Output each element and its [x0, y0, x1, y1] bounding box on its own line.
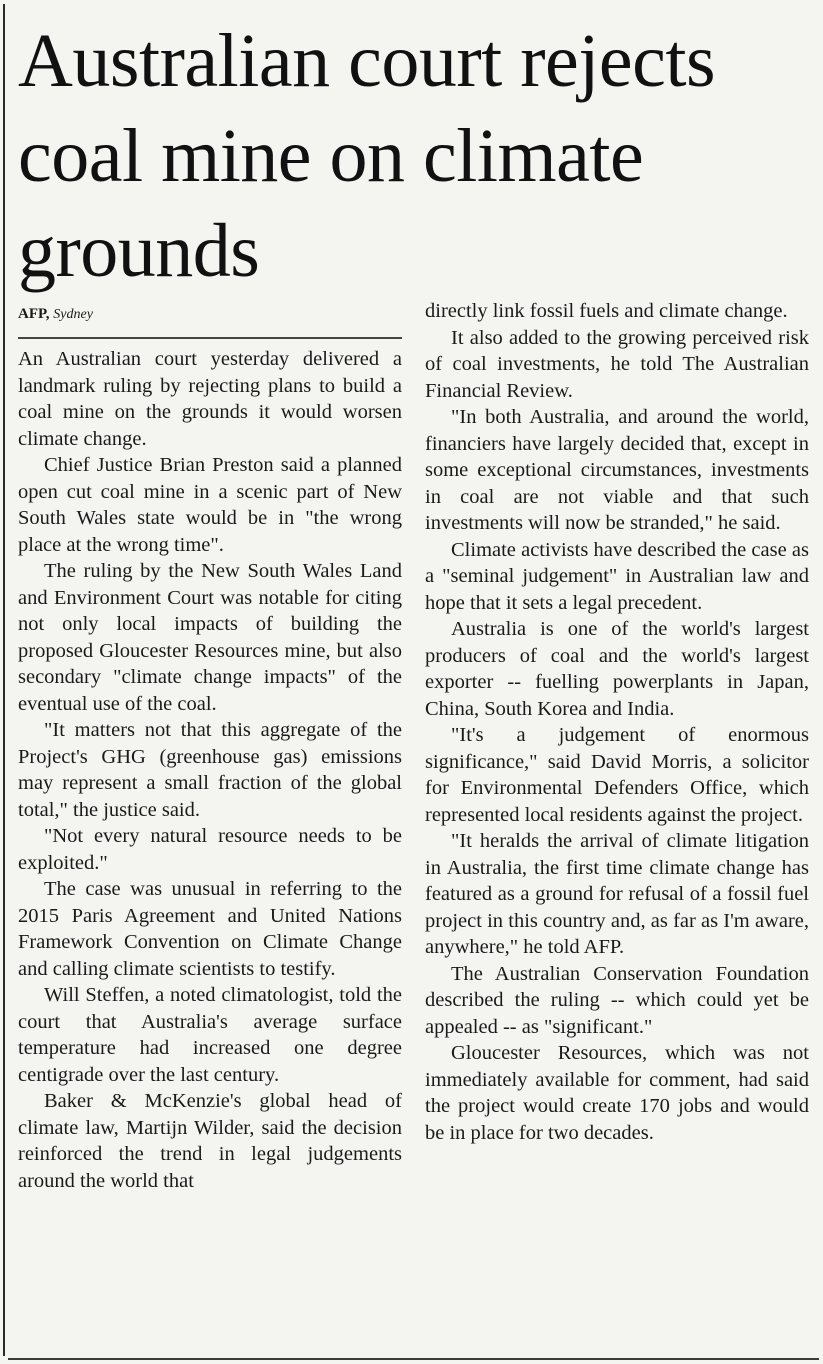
paragraph: Climate activists have described the case as a "seminal judgement" in Australian law and hope that it sets a legal precedent.: [425, 538, 809, 614]
paragraph: "It heralds the arrival of climate litigation in Australia, the first time climate change has featured as a ground for refusal of a fossil fuel project in this country and, as far as I'm aware, anywhere," he told AFP.: [425, 830, 809, 958]
byline-location: Sydney: [53, 307, 93, 322]
paragraph: The case was unusual in referring to the 2015 Paris Agreement and United Nations Framework Convention on Climate Change and calling climate scientists to testify.: [18, 878, 402, 980]
article-column-left: [18, 346, 402, 1194]
paragraph: "In both Australia, and around the world, financiers have largely decided that, except in some exceptional circumstances, investments in coal are not viable and that such investments will now be stranded," he said.: [425, 406, 809, 534]
paragraph: Gloucester Resources, which was not immediately available for comment, had said the project would create 170 jobs and would be in place for two decades.: [425, 1042, 809, 1144]
article-column-right: [425, 298, 809, 1146]
paragraph: Baker & McKenzie's global head of climate law, Martijn Wilder, said the decision reinforced the trend in legal judgements around the world that: [18, 1090, 402, 1192]
paragraph-continued: directly link fossil fuels and climate change.: [425, 300, 788, 322]
byline-agency: AFP,: [18, 306, 50, 322]
byline: [18, 304, 403, 325]
paragraph: It also added to the growing perceived risk of coal investments, he told The Australian Financial Review.: [425, 326, 809, 402]
paragraph: Will Steffen, a noted climatologist, told the court that Australia's average surface temperature had increased one degree centigrade over the last century.: [18, 984, 402, 1086]
paragraph: Chief Justice Brian Preston said a planned open cut coal mine in a scenic part of New South Wales state would be in "the wrong place at the wrong time".: [18, 454, 402, 556]
headline: Australian court rejects coal mine on climate grounds: [18, 19, 716, 293]
paragraph: "Not every natural resource needs to be exploited.": [18, 825, 402, 874]
paragraph: "It's a judgement of enormous significance," said David Morris, a solicitor for Environmental Defenders Office, which represented local residents against the project.: [425, 724, 809, 826]
byline-divider: [18, 337, 402, 339]
paragraph: The ruling by the New South Wales Land and Environment Court was notable for citing not only local impacts of building the proposed Gloucester Resources mine, but also secondary "climate change impacts" of the eventual use of the coal.: [18, 560, 402, 715]
paragraph: Australia is one of the world's largest producers of coal and the world's largest exporter -- fuelling powerplants in Japan, China, South Korea and India.: [425, 618, 809, 720]
bottom-divider: [8, 1358, 819, 1360]
paragraph: "It matters not that this aggregate of the Project's GHG (greenhouse gas) emissions may represent a small fraction of the global total," the justice said.: [18, 719, 402, 821]
column-rule-left: [3, 4, 5, 1356]
paragraph: An Australian court yesterday delivered a landmark ruling by rejecting plans to build a coal mine on the grounds it would worsen climate change.: [18, 348, 402, 450]
paragraph: The Australian Conservation Foundation described the ruling -- which could yet be appealed -- as "significant.": [425, 962, 809, 1038]
